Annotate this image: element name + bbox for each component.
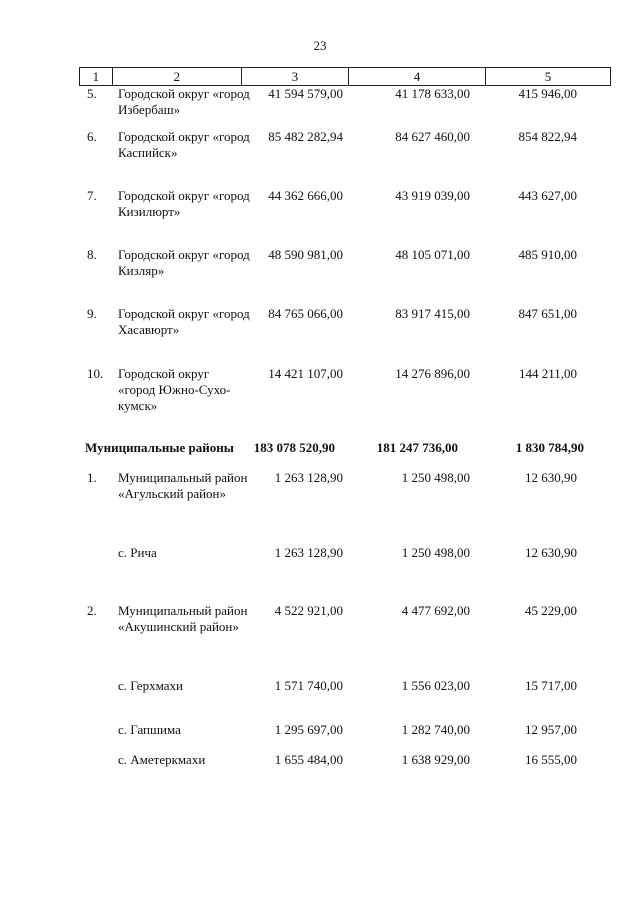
section-value-col3: 183 078 520,90 (253, 440, 335, 455)
row-value-col4: 43 919 039,00 (395, 188, 470, 203)
row-value-col4: 41 178 633,00 (395, 86, 470, 101)
row-name: Городской округ «город Хасавюрт» (118, 306, 250, 337)
row-value-col5: 16 555,00 (525, 752, 577, 767)
row-value-col3: 84 765 066,00 (268, 306, 343, 321)
row-value-col5: 485 910,00 (518, 247, 577, 262)
row-value-col4: 14 276 896,00 (395, 366, 470, 381)
row-value-col3: 1 263 128,90 (274, 545, 343, 560)
row-value-col3: 1 655 484,00 (274, 752, 343, 767)
section-title: Муниципальные районы (85, 440, 234, 455)
row-name: Муниципальный район «Агульский район» (118, 470, 248, 501)
row-value-col5: 12 957,00 (525, 722, 577, 737)
row-value-col5: 15 717,00 (525, 678, 577, 693)
row-number: 6. (87, 129, 97, 144)
row-value-col5: 443 627,00 (518, 188, 577, 203)
row-number: 9. (87, 306, 97, 321)
row-name: с. Аметеркмахи (118, 752, 206, 767)
row-number: 8. (87, 247, 97, 262)
row-number: 2. (87, 603, 97, 618)
row-value-col4: 1 250 498,00 (401, 470, 470, 485)
row-name: Городской округ «город Южно-Сухо-кумск» (118, 366, 231, 413)
row-name: Городской округ «город Каспийск» (118, 129, 250, 160)
row-value-col4: 1 556 023,00 (401, 678, 470, 693)
row-value-col3: 14 421 107,00 (268, 366, 343, 381)
row-name: Муниципальный район «Акушинский район» (118, 603, 248, 634)
row-value-col3: 4 522 921,00 (274, 603, 343, 618)
row-value-col3: 85 482 282,94 (268, 129, 343, 144)
page-number: 23 (313, 38, 327, 53)
row-number: 10. (87, 366, 104, 381)
row-name: Городской округ «город Избербаш» (118, 86, 250, 117)
row-value-col3: 44 362 666,00 (268, 188, 343, 203)
section-value-col5: 1 830 784,90 (515, 440, 584, 455)
header-col-4: 4 (348, 68, 485, 85)
row-name: с. Герхмахи (118, 678, 183, 693)
row-name: Городской округ «город Кизляр» (118, 247, 250, 278)
row-value-col3: 41 594 579,00 (268, 86, 343, 101)
row-name: Городской округ «город Кизилюрт» (118, 188, 250, 219)
row-name: с. Гапшима (118, 722, 181, 737)
row-value-col5: 144 211,00 (518, 366, 577, 381)
row-number: 7. (87, 188, 97, 203)
row-value-col4: 1 250 498,00 (401, 545, 470, 560)
table-header (79, 67, 611, 86)
row-value-col5: 854 822,94 (518, 129, 577, 144)
row-value-col3: 48 590 981,00 (268, 247, 343, 262)
row-value-col3: 1 295 697,00 (274, 722, 343, 737)
row-name: с. Рича (118, 545, 157, 560)
row-number: 1. (87, 470, 97, 485)
row-value-col4: 4 477 692,00 (401, 603, 470, 618)
row-value-col4: 1 638 929,00 (401, 752, 470, 767)
row-value-col3: 1 571 740,00 (274, 678, 343, 693)
header-col-2: 2 (112, 68, 241, 85)
section-value-col4: 181 247 736,00 (376, 440, 458, 455)
row-value-col5: 847 651,00 (518, 306, 577, 321)
row-value-col5: 12 630,90 (525, 470, 577, 485)
row-value-col3: 1 263 128,90 (274, 470, 343, 485)
row-value-col5: 12 630,90 (525, 545, 577, 560)
row-value-col5: 415 946,00 (518, 86, 577, 101)
header-col-1: 1 (92, 69, 100, 84)
row-number: 5. (87, 86, 97, 101)
row-value-col4: 1 282 740,00 (401, 722, 470, 737)
header-col-5: 5 (485, 68, 610, 85)
row-value-col4: 84 627 460,00 (395, 129, 470, 144)
row-value-col5: 45 229,00 (525, 603, 577, 618)
row-value-col4: 48 105 071,00 (395, 247, 470, 262)
header-col-3: 3 (241, 68, 348, 85)
row-value-col4: 83 917 415,00 (395, 306, 470, 321)
